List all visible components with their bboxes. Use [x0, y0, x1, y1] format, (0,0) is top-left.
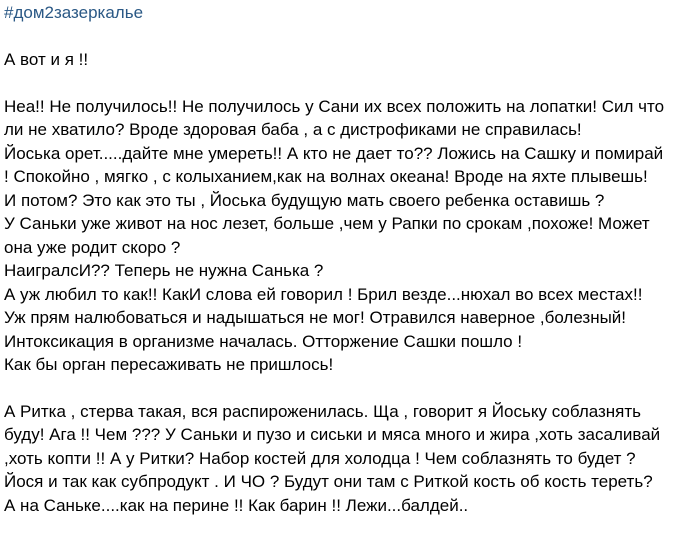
- hashtag-link[interactable]: #дом2зазеркалье: [4, 3, 144, 22]
- text-line: А Ритка , стерва такая, вся распироженилась. Ща , говорит я Йоську соблазнять: [4, 401, 642, 421]
- text-line: Как бы орган пересаживать не пришлось!: [4, 355, 334, 374]
- paragraph: [4, 48, 696, 72]
- text-line: Интоксикация в организме началась. Отторжение Сашки пошло !: [4, 331, 523, 351]
- text-line: У Саньки уже живот на нос лезет, больше ,чем у Рапки по срокам ,похоже! Может: [4, 214, 650, 233]
- text-line: А вот и я !!: [4, 50, 89, 69]
- text-line: Уж прям налюбоваться и надышаться не мог! Отравился наверное ,болезный!: [4, 308, 627, 327]
- text-line: А уж любил то как!! КакИ слова ей говорил ! Брил везде...нюхал во всех местах!!: [4, 284, 643, 304]
- text-line: Йоська орет.....дайте мне умереть!! А кто не дает то?? Ложись на Сашку и помирай: [4, 143, 664, 163]
- text-line: А на Саньке....как на перине !! Как барин !! Лежи...балдей..: [4, 495, 469, 515]
- text-line: ! Спокойно , мягко , с колыханием,как на волнах океана! Вроде на яхте плывешь!: [4, 167, 648, 186]
- text-line: Йося и так как субпродукт . И ЧО ? Будут они там с Риткой кость об кость тереть?: [4, 472, 653, 491]
- post: [4, 2, 696, 540]
- text-line: И потом? Это как это ты , Йоська будущую мать своего ребенка оставишь ?: [4, 190, 605, 210]
- text-line: Неа!! Не получилось!! Не получилось у Сани их всех положить на лопатки! Сил что: [4, 96, 665, 116]
- paragraph: [4, 95, 696, 377]
- paragraph: [4, 400, 696, 518]
- text-line: НаигралсИ?? Теперь не нужна Санька ?: [4, 261, 324, 280]
- text-line: она уже родит скоро ?: [4, 237, 181, 257]
- text-line: ,хоть копти !! А у Ритки? Набор костей для холодца ! Чем соблазнять то будет ?: [4, 448, 636, 468]
- text-line: ли не хватило? Вроде здоровая баба , а с дистрофиками не справилась!: [4, 120, 582, 139]
- text-line: буду! Ага !! Чем ??? У Саньки и пузо и сиськи и мяса много и жира ,хоть засаливай: [4, 425, 661, 444]
- post-body: [4, 48, 696, 517]
